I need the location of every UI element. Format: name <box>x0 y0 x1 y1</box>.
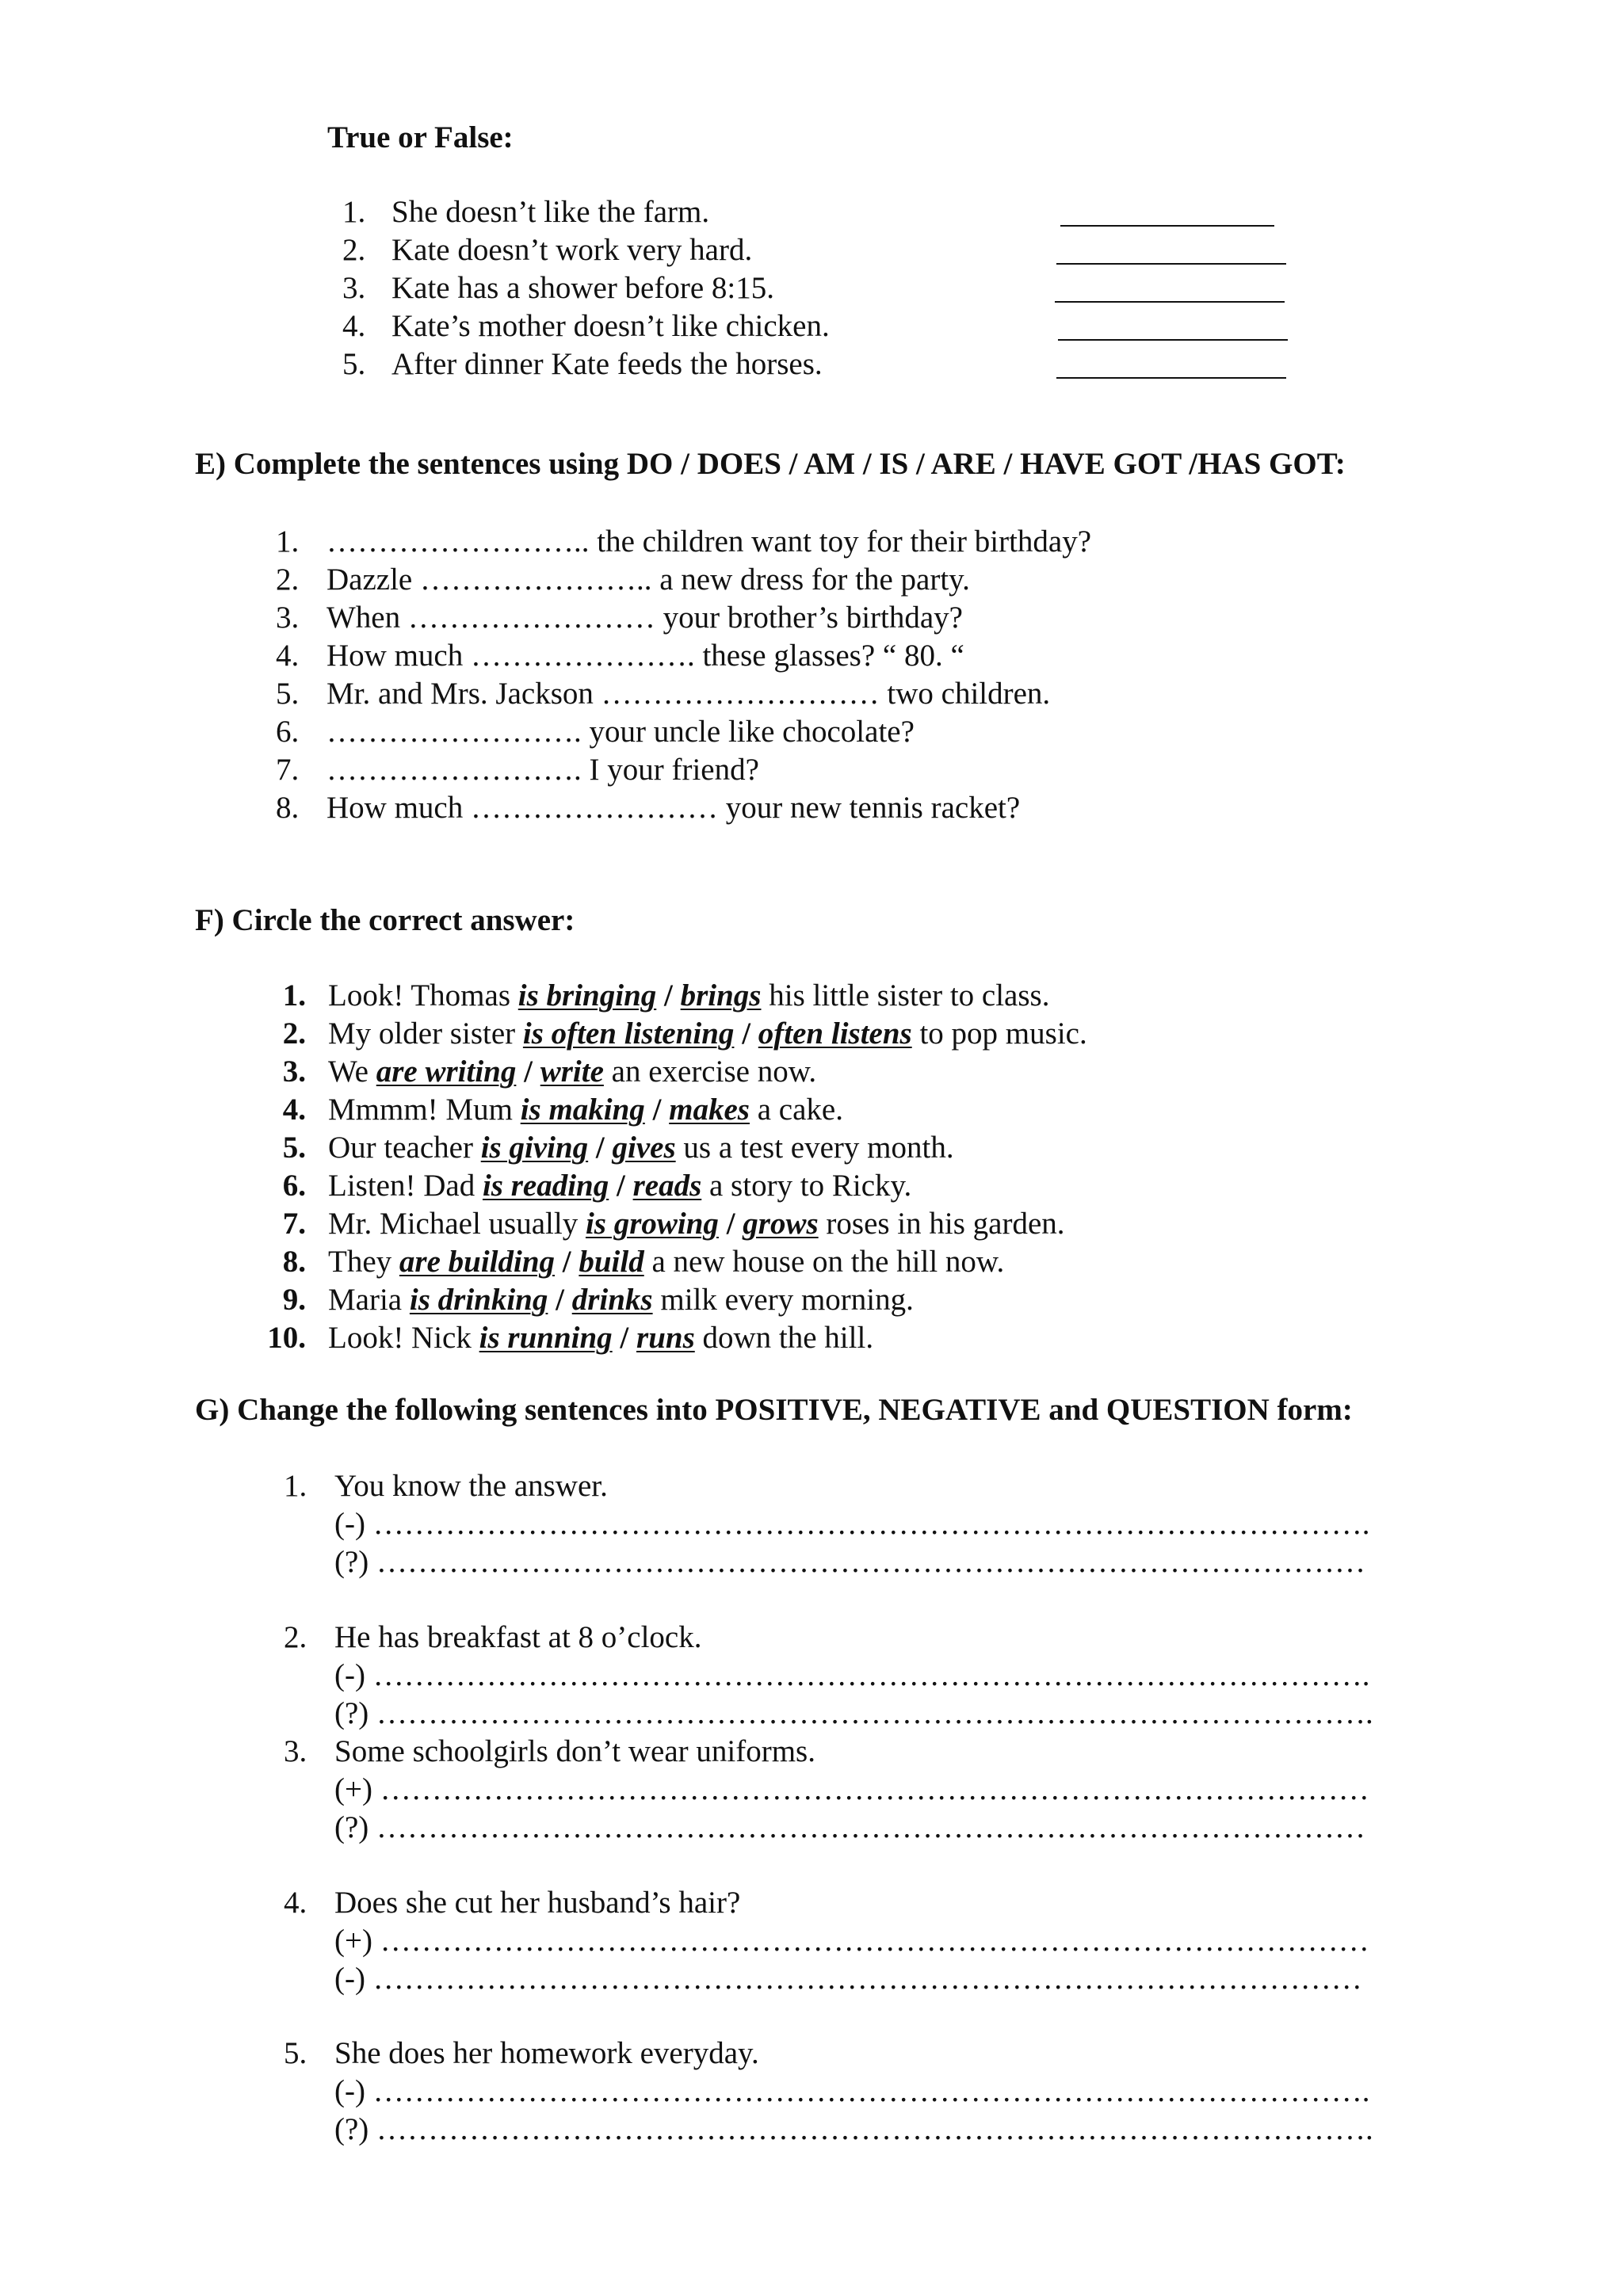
g-item-number: 4. <box>284 1886 307 1920</box>
answer-option-2[interactable]: write <box>540 1055 604 1089</box>
f-item-sentence <box>328 1167 911 1205</box>
option-separator: / <box>612 1321 637 1355</box>
f-item-number: 10. <box>267 1321 306 1355</box>
answer-option-1[interactable]: is drinking <box>409 1283 548 1317</box>
e-item-number: 1. <box>276 524 300 559</box>
answer-option-2[interactable]: reads <box>632 1169 702 1203</box>
answer-blank[interactable] <box>1056 263 1286 265</box>
answer-blank[interactable] <box>1060 225 1274 227</box>
g-answer-line[interactable]: (+) …………………………………………………………………………………… <box>334 1924 1369 1958</box>
tf-item-text: Kate has a shower before 8:15. <box>391 271 774 305</box>
f-item-text-before: Listen! Dad <box>328 1169 483 1203</box>
answer-option-1[interactable]: is running <box>479 1321 613 1355</box>
f-item-5 <box>0 1129 1623 1167</box>
g-item-5 <box>0 2035 1623 2073</box>
e-item-text: When …………………… your brother’s birthday? <box>327 601 963 635</box>
option-separator: / <box>718 1207 743 1241</box>
f-item-text-after: roses in his garden. <box>818 1207 1065 1241</box>
g-answer-line[interactable]: (-) ……………………………………………………………………………………. <box>334 2074 1370 2108</box>
f-item-9 <box>0 1281 1623 1319</box>
f-item-text-after: down the hill. <box>694 1321 874 1355</box>
f-item-text-after: a cake. <box>749 1093 843 1127</box>
f-item-number: 7. <box>282 1207 306 1241</box>
answer-option-1[interactable]: is often listening <box>522 1016 735 1051</box>
option-separator: / <box>555 1245 579 1279</box>
g-answer-marker: (?) <box>334 2112 369 2146</box>
f-item-number: 1. <box>282 978 306 1013</box>
f-item-3 <box>0 1053 1623 1091</box>
g-answer-marker: (-) <box>334 1962 365 1996</box>
f-item-text-before: Look! Thomas <box>328 978 518 1013</box>
f-item-10 <box>0 1319 1623 1357</box>
tf-item-number: 1. <box>342 195 366 229</box>
f-item-number: 2. <box>282 1016 306 1051</box>
e-item-2 <box>0 561 1623 599</box>
answer-blank[interactable] <box>1058 339 1288 341</box>
f-item-4 <box>0 1091 1623 1129</box>
e-item-1 <box>0 523 1623 561</box>
answer-option-1[interactable]: are writing <box>376 1055 517 1089</box>
f-item-number: 5. <box>282 1131 306 1165</box>
e-item-number: 2. <box>276 563 300 597</box>
g-answer-line[interactable]: (-) …………………………………………………………………………………… <box>334 1962 1362 1996</box>
f-item-number: 6. <box>282 1169 306 1203</box>
answer-option-2[interactable]: brings <box>680 978 762 1013</box>
e-item-text: Dazzle ………………….. a new dress for the party. <box>327 563 970 597</box>
g-item-sentence: He has breakfast at 8 o’clock. <box>334 1620 702 1654</box>
f-item-2 <box>0 1015 1623 1053</box>
answer-option-1[interactable]: is giving <box>480 1131 589 1165</box>
tf-item-text: After dinner Kate feeds the horses. <box>391 347 823 381</box>
tf-item-2 <box>0 231 1623 269</box>
answer-option-2[interactable]: gives <box>612 1131 676 1165</box>
g-answer-line[interactable]: (?) ……………………………………………………………………………………. <box>334 2112 1373 2146</box>
g-item-4 <box>0 1884 1623 1922</box>
answer-option-1[interactable]: is bringing <box>517 978 657 1013</box>
option-separator: / <box>734 1016 758 1051</box>
e-item-7 <box>0 751 1623 789</box>
option-separator: / <box>548 1283 572 1317</box>
f-item-sentence <box>328 1319 873 1357</box>
f-item-7 <box>0 1205 1623 1243</box>
g-answer-marker: (+) <box>334 1924 372 1958</box>
tf-item-number: 5. <box>342 347 366 381</box>
g-item-sentence: Does she cut her husband’s hair? <box>334 1886 741 1920</box>
tf-item-number: 4. <box>342 309 366 343</box>
f-item-number: 3. <box>282 1055 306 1089</box>
f-item-sentence <box>328 1243 1004 1281</box>
g-answer-marker: (?) <box>334 1810 369 1844</box>
e-item-3 <box>0 599 1623 637</box>
f-item-sentence <box>328 1053 816 1091</box>
f-item-sentence <box>328 1281 914 1319</box>
f-item-8 <box>0 1243 1623 1281</box>
true-false-heading: True or False: <box>327 120 514 154</box>
f-item-text-after: his little sister to class. <box>761 978 1050 1013</box>
tf-item-1 <box>0 193 1623 231</box>
answer-option-2[interactable]: drinks <box>571 1283 653 1317</box>
g-answer-line[interactable]: (+) …………………………………………………………………………………… <box>334 1772 1369 1806</box>
f-item-text-after: to pop music. <box>911 1016 1087 1051</box>
g-item-sentence: You know the answer. <box>334 1469 608 1503</box>
f-item-text-before: Maria <box>328 1283 410 1317</box>
e-item-number: 4. <box>276 639 300 673</box>
f-item-number: 8. <box>282 1245 306 1279</box>
section-f-heading: F) Circle the correct answer: <box>195 903 575 937</box>
g-answer-line[interactable]: (?) …………………………………………………………………………………… <box>334 1545 1366 1579</box>
g-item-number: 5. <box>284 2036 307 2070</box>
tf-item-text: She doesn’t like the farm. <box>391 195 710 229</box>
answer-option-1[interactable]: is making <box>520 1093 645 1127</box>
e-item-text: How much …………………… your new tennis racket? <box>327 791 1021 825</box>
e-item-text: How much …………………. these glasses? “ 80. “ <box>327 639 964 673</box>
answer-option-2[interactable]: build <box>579 1245 644 1279</box>
e-item-number: 3. <box>276 601 300 635</box>
option-separator: / <box>516 1055 540 1089</box>
g-item-1 <box>0 1467 1623 1505</box>
answer-option-2[interactable]: makes <box>669 1093 750 1127</box>
g-answer-line[interactable]: (-) ……………………………………………………………………………………. <box>334 1507 1370 1541</box>
g-item-2 <box>0 1619 1623 1657</box>
answer-option-2[interactable]: grows <box>743 1207 819 1241</box>
tf-item-text: Kate’s mother doesn’t like chicken. <box>391 309 830 343</box>
e-item-5 <box>0 675 1623 713</box>
tf-item-4 <box>0 307 1623 345</box>
g-answer-marker: (-) <box>334 1507 365 1541</box>
g-answer-marker: (-) <box>334 1658 365 1692</box>
e-item-number: 6. <box>276 715 300 749</box>
f-item-text-after: milk every morning. <box>652 1283 914 1317</box>
g-answer-marker: (?) <box>334 1545 369 1579</box>
g-answer-line[interactable]: (?) ……………………………………………………………………………………. <box>334 1696 1373 1730</box>
section-g-heading: G) Change the following sentences into POSITIVE, NEGATIVE and QUESTION form: <box>195 1393 1353 1427</box>
g-item-number: 1. <box>284 1469 307 1503</box>
tf-item-number: 2. <box>342 233 366 267</box>
g-answer-marker: (?) <box>334 1696 369 1730</box>
f-item-sentence <box>328 1205 1065 1243</box>
e-item-text: …………………….. the children want toy for their birthday? <box>327 524 1092 559</box>
answer-blank[interactable] <box>1056 377 1286 379</box>
f-item-text-after: a story to Ricky. <box>701 1169 912 1203</box>
g-item-number: 3. <box>284 1734 307 1768</box>
tf-item-5 <box>0 345 1623 383</box>
f-item-text-after: an exercise now. <box>603 1055 817 1089</box>
section-e-heading: E) Complete the sentences using DO / DOES / AM / IS / ARE / HAVE GOT /HAS GOT: <box>195 447 1346 481</box>
tf-item-number: 3. <box>342 271 366 305</box>
f-item-sentence <box>328 977 1049 1015</box>
f-item-text-before: Mmmm! Mum <box>328 1093 521 1127</box>
f-item-sentence <box>328 1015 1087 1053</box>
e-item-6 <box>0 713 1623 751</box>
e-item-text: ……………………. I your friend? <box>327 753 759 787</box>
f-item-text-after: a new house on the hill now. <box>643 1245 1005 1279</box>
f-item-text-before: Look! Nick <box>328 1321 479 1355</box>
g-answer-marker: (+) <box>334 1772 372 1806</box>
f-item-text-before: Mr. Michael usually <box>328 1207 586 1241</box>
option-separator: / <box>656 978 681 1013</box>
e-item-4 <box>0 637 1623 675</box>
answer-blank[interactable] <box>1055 301 1285 303</box>
g-item-number: 2. <box>284 1620 307 1654</box>
g-answer-line[interactable]: (?) …………………………………………………………………………………… <box>334 1810 1366 1844</box>
tf-item-text: Kate doesn’t work very hard. <box>391 233 753 267</box>
e-item-text: Mr. and Mrs. Jackson ……………………… two children. <box>327 677 1051 711</box>
f-item-sentence <box>328 1091 843 1129</box>
tf-item-3 <box>0 269 1623 307</box>
g-item-3 <box>0 1733 1623 1771</box>
f-item-number: 9. <box>282 1283 306 1317</box>
f-item-6 <box>0 1167 1623 1205</box>
e-item-text: ……………………. your uncle like chocolate? <box>327 715 915 749</box>
e-item-number: 7. <box>276 753 300 787</box>
f-item-number: 4. <box>282 1093 306 1127</box>
g-item-sentence: Some schoolgirls don’t wear uniforms. <box>334 1734 815 1768</box>
f-item-text-before: We <box>328 1055 376 1089</box>
answer-option-1[interactable]: is growing <box>585 1207 719 1241</box>
e-item-8 <box>0 789 1623 827</box>
answer-option-1[interactable]: is reading <box>482 1169 609 1203</box>
f-item-1 <box>0 977 1623 1015</box>
f-item-sentence <box>328 1129 954 1167</box>
e-item-number: 8. <box>276 791 300 825</box>
g-item-sentence: She does her homework everyday. <box>334 2036 759 2070</box>
option-separator: / <box>644 1093 670 1127</box>
answer-option-1[interactable]: are building <box>399 1245 556 1279</box>
e-item-number: 5. <box>276 677 300 711</box>
f-item-text-before: Our teacher <box>328 1131 481 1165</box>
answer-option-2[interactable]: runs <box>636 1321 695 1355</box>
f-item-text-before: My older sister <box>328 1016 523 1051</box>
option-separator: / <box>588 1131 613 1165</box>
answer-option-2[interactable]: often listens <box>758 1016 912 1051</box>
g-answer-marker: (-) <box>334 2074 365 2108</box>
f-item-text-before: They <box>328 1245 399 1279</box>
g-answer-line[interactable]: (-) ……………………………………………………………………………………. <box>334 1658 1370 1692</box>
option-separator: / <box>609 1169 633 1203</box>
f-item-text-after: us a test every month. <box>675 1131 954 1165</box>
